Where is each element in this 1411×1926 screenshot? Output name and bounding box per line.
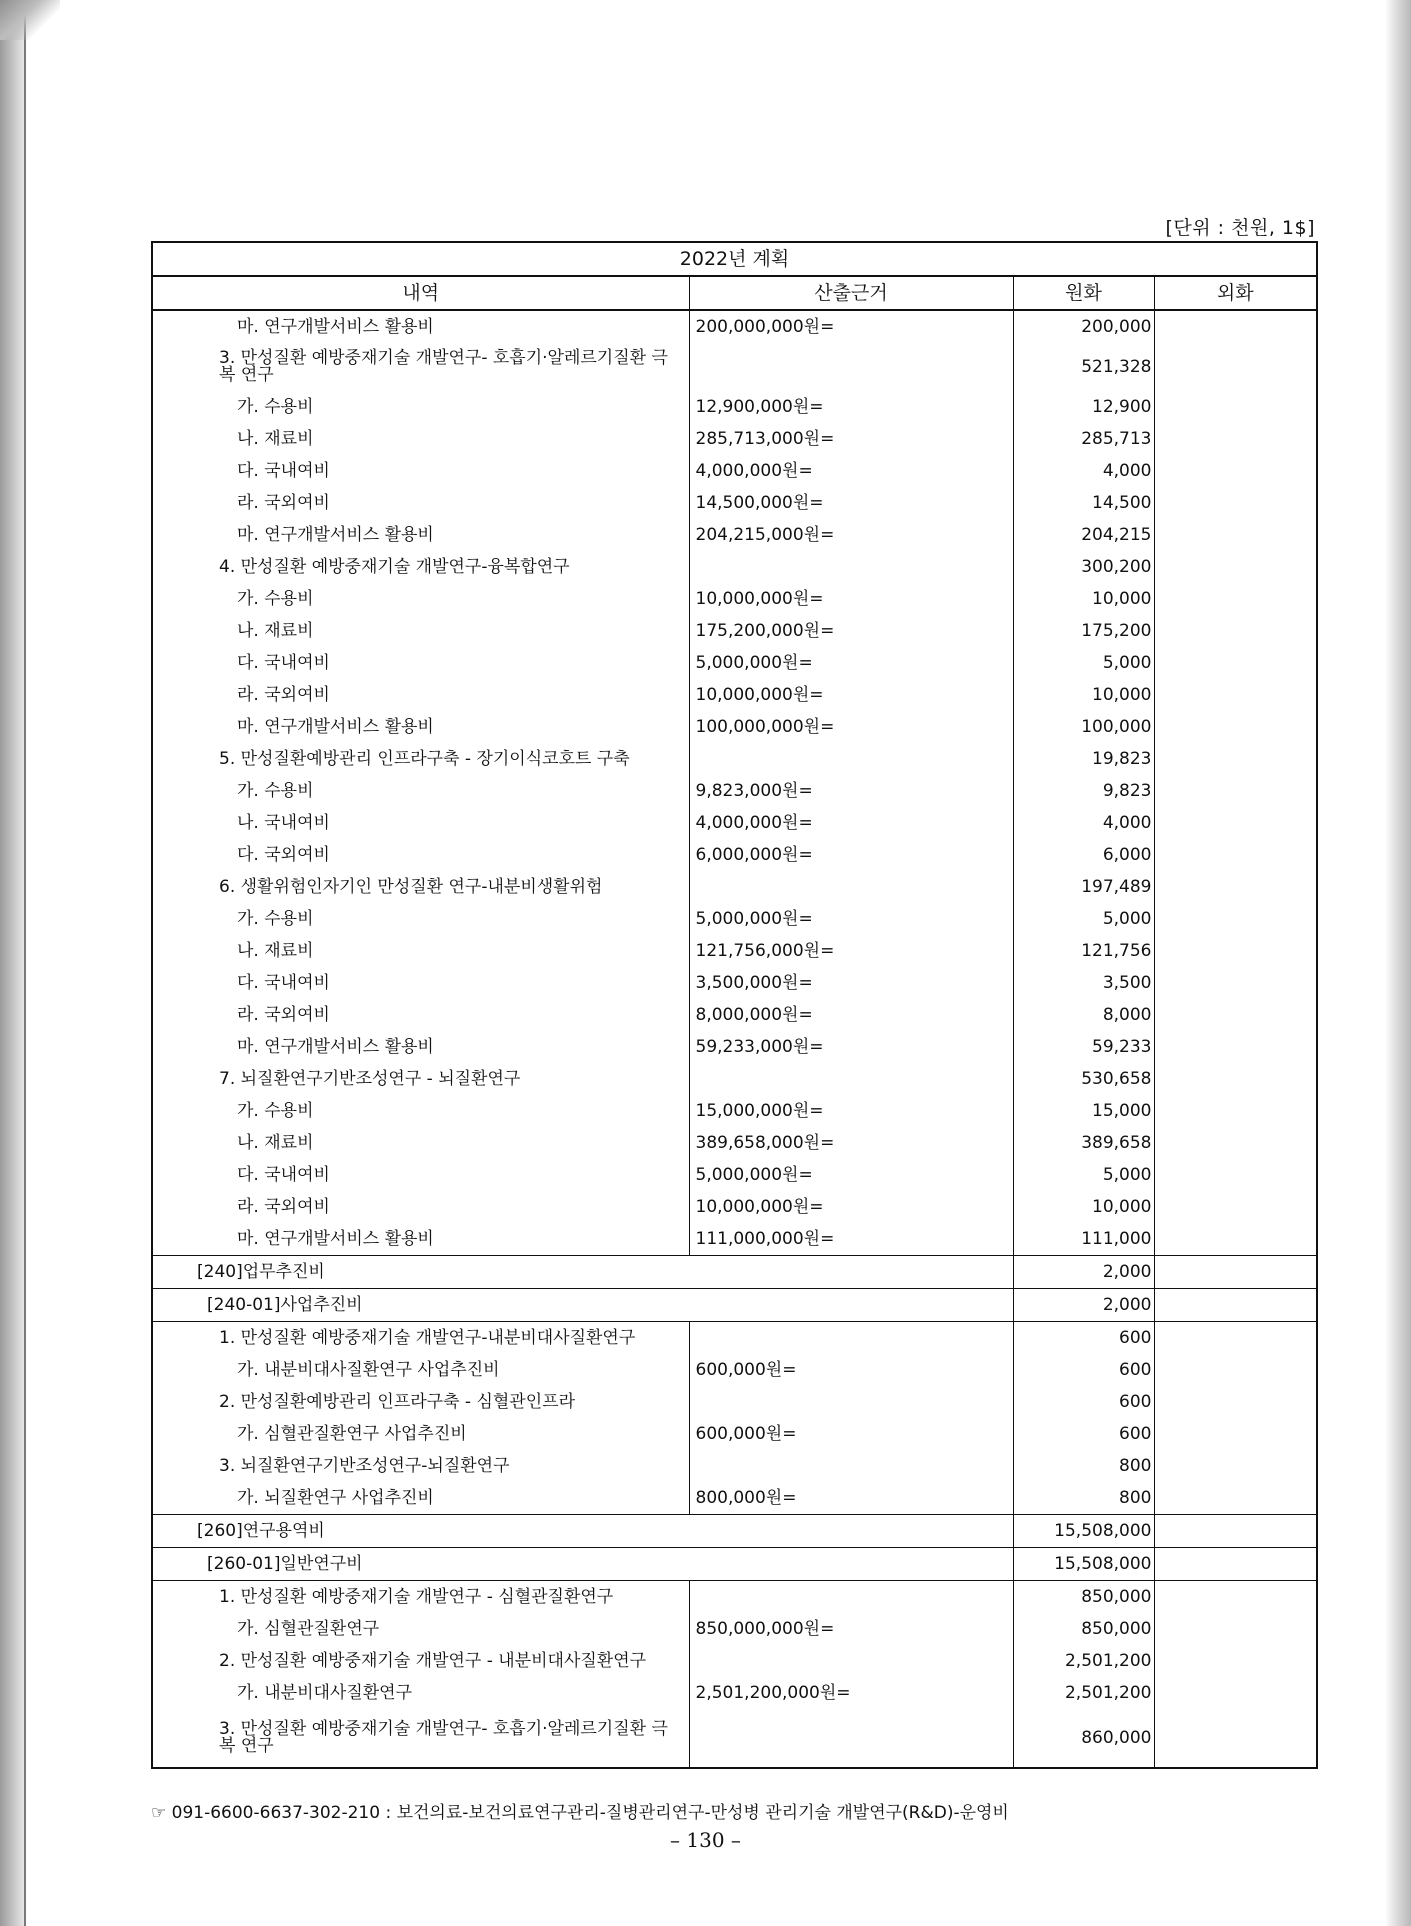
row-foreign-amount: [1154, 1645, 1317, 1677]
row-krw-amount: 12,900: [1013, 391, 1154, 423]
row-basis: 100,000,000원=: [689, 711, 1013, 743]
row-description: [260]연구용역비: [152, 1515, 1013, 1548]
row-krw-amount: 600: [1013, 1354, 1154, 1386]
row-description: 가. 수용비: [152, 903, 689, 935]
row-basis: 600,000원=: [689, 1418, 1013, 1450]
row-description: 나. 재료비: [152, 423, 689, 455]
row-foreign-amount: [1154, 1515, 1317, 1548]
header-krw: 원화: [1013, 276, 1154, 310]
table-row: [152, 487, 1317, 519]
row-basis: 285,713,000원=: [689, 423, 1013, 455]
row-foreign-amount: [1154, 903, 1317, 935]
row-krw-amount: 300,200: [1013, 551, 1154, 583]
row-krw-amount: 2,501,200: [1013, 1645, 1154, 1677]
row-krw-amount: 2,501,200: [1013, 1677, 1154, 1709]
page-number: – 130 –: [670, 1828, 741, 1852]
row-description: 3. 만성질환 예방중재기술 개발연구- 호흡기·알레르기질환 극복 연구: [152, 1709, 689, 1768]
row-krw-amount: 10,000: [1013, 1191, 1154, 1223]
row-krw-amount: 111,000: [1013, 1223, 1154, 1256]
table-row: [152, 1191, 1317, 1223]
page-fold: [0, 0, 60, 40]
row-foreign-amount: [1154, 519, 1317, 551]
row-description: 가. 수용비: [152, 1095, 689, 1127]
row-foreign-amount: [1154, 455, 1317, 487]
table-title: 2022년 계획: [152, 242, 1317, 276]
row-foreign-amount: [1154, 711, 1317, 743]
row-krw-amount: 2,000: [1013, 1289, 1154, 1322]
row-krw-amount: 200,000: [1013, 310, 1154, 343]
category-row: [152, 1256, 1317, 1289]
row-description: 7. 뇌질환연구기반조성연구 - 뇌질환연구: [152, 1063, 689, 1095]
row-basis: [689, 551, 1013, 583]
row-krw-amount: 860,000: [1013, 1709, 1154, 1768]
row-krw-amount: 197,489: [1013, 871, 1154, 903]
row-foreign-amount: [1154, 551, 1317, 583]
row-krw-amount: 3,500: [1013, 967, 1154, 999]
row-basis: 800,000원=: [689, 1482, 1013, 1515]
row-krw-amount: 600: [1013, 1322, 1154, 1355]
row-description: 나. 재료비: [152, 615, 689, 647]
row-krw-amount: 5,000: [1013, 903, 1154, 935]
row-foreign-amount: [1154, 743, 1317, 775]
row-description: 다. 국내여비: [152, 967, 689, 999]
row-description: 가. 심혈관질환연구 사업추진비: [152, 1418, 689, 1450]
table-row: [152, 1223, 1317, 1256]
row-basis: 5,000,000원=: [689, 647, 1013, 679]
table-row: [152, 935, 1317, 967]
row-foreign-amount: [1154, 1482, 1317, 1515]
row-krw-amount: 15,508,000: [1013, 1548, 1154, 1581]
row-basis: [689, 871, 1013, 903]
row-basis: 14,500,000원=: [689, 487, 1013, 519]
row-foreign-amount: [1154, 647, 1317, 679]
table-row: [152, 1613, 1317, 1645]
table-row: [152, 1581, 1317, 1614]
row-description: [240]업무추진비: [152, 1256, 1013, 1289]
table-row: [152, 310, 1317, 343]
row-krw-amount: 285,713: [1013, 423, 1154, 455]
table-row: [152, 871, 1317, 903]
row-krw-amount: 389,658: [1013, 1127, 1154, 1159]
row-description: 마. 연구개발서비스 활용비: [152, 519, 689, 551]
row-krw-amount: 600: [1013, 1418, 1154, 1450]
row-description: 다. 국내여비: [152, 455, 689, 487]
table-row: [152, 1418, 1317, 1450]
row-description: 1. 만성질환 예방중재기술 개발연구 - 심혈관질환연구: [152, 1581, 689, 1614]
row-basis: 204,215,000원=: [689, 519, 1013, 551]
table-row: [152, 455, 1317, 487]
footnote: ☞ 091-6600-6637-302-210 : 보건의료-보건의료연구관리-질병관리연구-만성병 관리기술 개발연구(R&D)-운영비: [151, 1803, 1009, 1823]
row-foreign-amount: [1154, 775, 1317, 807]
table-row: [152, 647, 1317, 679]
category-row: [152, 1515, 1317, 1548]
row-basis: [689, 1063, 1013, 1095]
row-description: 라. 국외여비: [152, 679, 689, 711]
row-foreign-amount: [1154, 1223, 1317, 1256]
row-basis: 15,000,000원=: [689, 1095, 1013, 1127]
table-row: [152, 679, 1317, 711]
row-description: 5. 만성질환예방관리 인프라구축 - 장기이식코호트 구축: [152, 743, 689, 775]
row-description: 2. 만성질환 예방중재기술 개발연구 - 내분비대사질환연구: [152, 1645, 689, 1677]
row-basis: [689, 1645, 1013, 1677]
row-description: 나. 재료비: [152, 935, 689, 967]
unit-note: [단위 : 천원, 1$]: [1165, 217, 1315, 239]
row-description: 다. 국내여비: [152, 647, 689, 679]
table-row: [152, 615, 1317, 647]
row-basis: 389,658,000원=: [689, 1127, 1013, 1159]
table-row: [152, 903, 1317, 935]
table-row: [152, 583, 1317, 615]
row-foreign-amount: [1154, 935, 1317, 967]
row-foreign-amount: [1154, 1322, 1317, 1355]
row-foreign-amount: [1154, 1386, 1317, 1418]
row-description: [240-01]사업추진비: [152, 1289, 1013, 1322]
row-description: 마. 연구개발서비스 활용비: [152, 1223, 689, 1256]
row-description: 나. 국내여비: [152, 807, 689, 839]
row-krw-amount: 600: [1013, 1386, 1154, 1418]
table-row: [152, 1482, 1317, 1515]
category-row: [152, 1548, 1317, 1581]
table-row: [152, 1031, 1317, 1063]
table-row: [152, 391, 1317, 423]
table-title-row: [152, 242, 1317, 276]
row-description: 라. 국외여비: [152, 1191, 689, 1223]
row-krw-amount: 10,000: [1013, 583, 1154, 615]
row-description: 가. 내분비대사질환연구 사업추진비: [152, 1354, 689, 1386]
row-foreign-amount: [1154, 1677, 1317, 1709]
row-description: 가. 뇌질환연구 사업추진비: [152, 1482, 689, 1515]
row-krw-amount: 6,000: [1013, 839, 1154, 871]
row-description: 라. 국외여비: [152, 999, 689, 1031]
row-foreign-amount: [1154, 999, 1317, 1031]
row-krw-amount: 19,823: [1013, 743, 1154, 775]
row-description: 나. 재료비: [152, 1127, 689, 1159]
table-row: [152, 1645, 1317, 1677]
page-edge-right: [1385, 0, 1411, 1926]
table-row: [152, 999, 1317, 1031]
row-description: 1. 만성질환 예방중재기술 개발연구-내분비대사질환연구: [152, 1322, 689, 1355]
row-krw-amount: 4,000: [1013, 807, 1154, 839]
row-basis: 5,000,000원=: [689, 903, 1013, 935]
row-basis: [689, 1450, 1013, 1482]
page-edge-left: [0, 0, 24, 1926]
row-foreign-amount: [1154, 391, 1317, 423]
row-foreign-amount: [1154, 1127, 1317, 1159]
row-basis: [689, 743, 1013, 775]
row-foreign-amount: [1154, 615, 1317, 647]
row-foreign-amount: [1154, 1418, 1317, 1450]
header-basis: 산출근거: [689, 276, 1013, 310]
row-description: 마. 연구개발서비스 활용비: [152, 1031, 689, 1063]
table-row: [152, 423, 1317, 455]
row-description: 다. 국외여비: [152, 839, 689, 871]
table-row: [152, 519, 1317, 551]
row-foreign-amount: [1154, 1289, 1317, 1322]
row-krw-amount: 5,000: [1013, 1159, 1154, 1191]
row-description: 가. 내분비대사질환연구: [152, 1677, 689, 1709]
table-row: [152, 1063, 1317, 1095]
row-description: 2. 만성질환예방관리 인프라구축 - 심혈관인프라: [152, 1386, 689, 1418]
table-row: [152, 743, 1317, 775]
row-foreign-amount: [1154, 1095, 1317, 1127]
row-basis: 2,501,200,000원=: [689, 1677, 1013, 1709]
table-row: [152, 551, 1317, 583]
row-description: 가. 수용비: [152, 583, 689, 615]
row-basis: 8,000,000원=: [689, 999, 1013, 1031]
row-foreign-amount: [1154, 871, 1317, 903]
row-foreign-amount: [1154, 1159, 1317, 1191]
row-basis: [689, 1322, 1013, 1355]
row-krw-amount: 15,000: [1013, 1095, 1154, 1127]
row-basis: 3,500,000원=: [689, 967, 1013, 999]
row-basis: 600,000원=: [689, 1354, 1013, 1386]
row-basis: 9,823,000원=: [689, 775, 1013, 807]
row-krw-amount: 800: [1013, 1482, 1154, 1515]
row-description: 3. 뇌질환연구기반조성연구-뇌질환연구: [152, 1450, 689, 1482]
row-basis: 10,000,000원=: [689, 679, 1013, 711]
row-foreign-amount: [1154, 1354, 1317, 1386]
row-description: 3. 만성질환 예방중재기술 개발연구- 호흡기·알레르기질환 극복 연구: [152, 343, 689, 391]
row-krw-amount: 800: [1013, 1450, 1154, 1482]
row-description: 라. 국외여비: [152, 487, 689, 519]
row-foreign-amount: [1154, 1031, 1317, 1063]
page-edge-line: [24, 0, 26, 1926]
row-description: 4. 만성질환 예방중재기술 개발연구-융복합연구: [152, 551, 689, 583]
row-krw-amount: 530,658: [1013, 1063, 1154, 1095]
row-basis: 175,200,000원=: [689, 615, 1013, 647]
table-header-row: [152, 276, 1317, 310]
table-row: [152, 1354, 1317, 1386]
table-row: [152, 775, 1317, 807]
row-foreign-amount: [1154, 807, 1317, 839]
row-foreign-amount: [1154, 1191, 1317, 1223]
row-description: 6. 생활위험인자기인 만성질환 연구-내분비생활위험: [152, 871, 689, 903]
row-basis: 850,000,000원=: [689, 1613, 1013, 1645]
row-krw-amount: 15,508,000: [1013, 1515, 1154, 1548]
table-row: [152, 1159, 1317, 1191]
row-foreign-amount: [1154, 310, 1317, 343]
row-basis: [689, 1581, 1013, 1614]
row-krw-amount: 175,200: [1013, 615, 1154, 647]
table-body: [152, 310, 1317, 1768]
row-foreign-amount: [1154, 967, 1317, 999]
row-description: 가. 수용비: [152, 391, 689, 423]
row-basis: 121,756,000원=: [689, 935, 1013, 967]
row-basis: 10,000,000원=: [689, 1191, 1013, 1223]
row-krw-amount: 5,000: [1013, 647, 1154, 679]
table-row: [152, 967, 1317, 999]
row-foreign-amount: [1154, 487, 1317, 519]
table-row: [152, 711, 1317, 743]
row-foreign-amount: [1154, 1063, 1317, 1095]
row-basis: 4,000,000원=: [689, 807, 1013, 839]
row-description: 마. 연구개발서비스 활용비: [152, 310, 689, 343]
row-basis: 6,000,000원=: [689, 839, 1013, 871]
row-basis: 111,000,000원=: [689, 1223, 1013, 1256]
row-description: 다. 국내여비: [152, 1159, 689, 1191]
row-basis: 12,900,000원=: [689, 391, 1013, 423]
header-foreign: 외화: [1154, 276, 1317, 310]
row-basis: 200,000,000원=: [689, 310, 1013, 343]
row-foreign-amount: [1154, 839, 1317, 871]
row-description: 마. 연구개발서비스 활용비: [152, 711, 689, 743]
table-row: [152, 1322, 1317, 1355]
table-row: [152, 807, 1317, 839]
row-basis: 10,000,000원=: [689, 583, 1013, 615]
row-foreign-amount: [1154, 1256, 1317, 1289]
table-row: [152, 839, 1317, 871]
row-krw-amount: 850,000: [1013, 1613, 1154, 1645]
table-row: [152, 343, 1317, 391]
row-description: 가. 심혈관질환연구: [152, 1613, 689, 1645]
row-foreign-amount: [1154, 1709, 1317, 1768]
category-row: [152, 1289, 1317, 1322]
row-basis: [689, 1709, 1013, 1768]
row-krw-amount: 10,000: [1013, 679, 1154, 711]
row-foreign-amount: [1154, 1613, 1317, 1645]
row-basis: 59,233,000원=: [689, 1031, 1013, 1063]
row-foreign-amount: [1154, 679, 1317, 711]
row-foreign-amount: [1154, 1450, 1317, 1482]
row-description: 가. 수용비: [152, 775, 689, 807]
table-row: [152, 1127, 1317, 1159]
row-krw-amount: 2,000: [1013, 1256, 1154, 1289]
row-description: [260-01]일반연구비: [152, 1548, 1013, 1581]
header-description: 내역: [152, 276, 689, 310]
row-krw-amount: 4,000: [1013, 455, 1154, 487]
table-row: [152, 1386, 1317, 1418]
row-krw-amount: 9,823: [1013, 775, 1154, 807]
budget-table: [151, 241, 1318, 1769]
row-basis: 5,000,000원=: [689, 1159, 1013, 1191]
row-krw-amount: 521,328: [1013, 343, 1154, 391]
row-basis: [689, 343, 1013, 391]
table-row: [152, 1095, 1317, 1127]
row-krw-amount: 59,233: [1013, 1031, 1154, 1063]
row-foreign-amount: [1154, 1581, 1317, 1614]
row-foreign-amount: [1154, 1548, 1317, 1581]
row-foreign-amount: [1154, 423, 1317, 455]
row-basis: [689, 1386, 1013, 1418]
row-krw-amount: 850,000: [1013, 1581, 1154, 1614]
row-krw-amount: 204,215: [1013, 519, 1154, 551]
row-krw-amount: 8,000: [1013, 999, 1154, 1031]
row-basis: 4,000,000원=: [689, 455, 1013, 487]
row-krw-amount: 121,756: [1013, 935, 1154, 967]
row-foreign-amount: [1154, 343, 1317, 391]
table-row: [152, 1677, 1317, 1709]
row-krw-amount: 14,500: [1013, 487, 1154, 519]
table-row: [152, 1709, 1317, 1768]
row-foreign-amount: [1154, 583, 1317, 615]
row-krw-amount: 100,000: [1013, 711, 1154, 743]
table-row: [152, 1450, 1317, 1482]
